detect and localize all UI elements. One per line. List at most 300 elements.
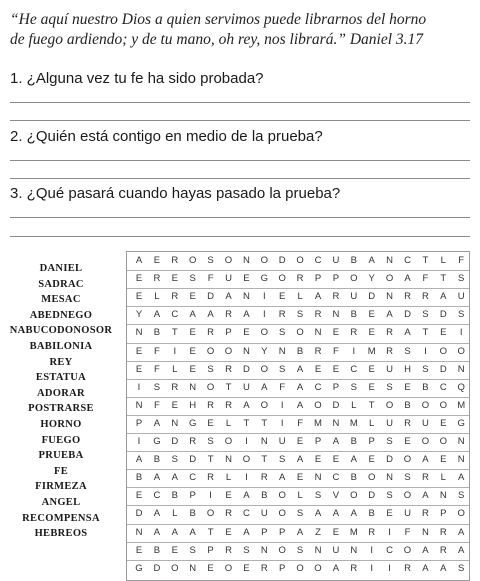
grid-letter: I xyxy=(280,399,284,411)
grid-letter: D xyxy=(332,399,340,411)
grid-letter: O xyxy=(296,562,304,574)
grid-letter: B xyxy=(350,472,357,484)
question-2: 2. ¿Quién está contigo en medio de la prueba? xyxy=(10,128,323,145)
grid-letter: A xyxy=(171,472,178,484)
grid-letter: R xyxy=(332,291,340,303)
grid-letter: A xyxy=(153,526,161,538)
grid-letter: T xyxy=(207,454,214,466)
grid-letter: N xyxy=(225,454,232,466)
grid-letter: U xyxy=(421,417,429,429)
grid-letter: A xyxy=(153,309,161,321)
grid-letter: S xyxy=(207,363,214,375)
grid-letter: P xyxy=(279,562,286,574)
word-list-item: FE xyxy=(53,465,69,477)
grid-letter: O xyxy=(457,345,465,357)
grid-letter: U xyxy=(386,417,394,429)
grid-letter: O xyxy=(242,454,251,466)
grid-letter: U xyxy=(404,508,411,520)
grid-letter: I xyxy=(262,309,266,321)
grid-letter: E xyxy=(243,273,250,285)
word-search-grid xyxy=(126,251,470,581)
grid-letter: E xyxy=(296,436,304,447)
grid-letter: A xyxy=(243,490,250,502)
grid-letter: A xyxy=(314,291,322,303)
grid-letter: I xyxy=(137,381,141,393)
grid-letter: F xyxy=(297,417,303,429)
grid-letter: A xyxy=(440,291,447,303)
grid-letter: E xyxy=(171,273,178,285)
grid-letter: R xyxy=(207,399,215,411)
grid-letter: D xyxy=(386,454,394,466)
grid-letter: R xyxy=(171,291,179,303)
grid-letter: A xyxy=(296,363,304,375)
grid-letter: R xyxy=(404,562,411,574)
grid-letter: M xyxy=(349,417,358,429)
grid-letter: N xyxy=(386,255,394,266)
grid-letter: A xyxy=(296,399,304,411)
grid-letter: P xyxy=(207,544,214,556)
grid-letter: O xyxy=(278,544,286,556)
grid-letter: D xyxy=(171,436,179,447)
grid-letter: R xyxy=(225,399,232,411)
grid-letter: E xyxy=(332,363,340,375)
grid-row-line xyxy=(127,487,469,488)
grid-letter: O xyxy=(224,562,233,574)
grid-letter: O xyxy=(188,255,197,266)
grid-letter: A xyxy=(153,472,161,484)
grid-letter: B xyxy=(422,381,429,393)
word-list-item: ESTATUA xyxy=(35,372,87,384)
grid-letter: B xyxy=(368,508,375,520)
grid-letter: E xyxy=(243,562,250,574)
grid-letter: M xyxy=(367,345,376,357)
grid-letter: A xyxy=(243,309,250,321)
grid-letter: R xyxy=(350,327,358,339)
question-1: 1. ¿Alguna vez tu fe ha sido probada? xyxy=(10,70,264,87)
grid-letter: O xyxy=(296,255,304,266)
grid-letter: N xyxy=(189,562,197,574)
grid-letter: U xyxy=(242,381,250,393)
grid-letter: E xyxy=(189,345,196,357)
grid-letter: A xyxy=(422,454,429,466)
grid-letter: M xyxy=(457,399,466,411)
grid-letter: O xyxy=(403,454,412,466)
grid-letter: A xyxy=(368,255,375,266)
grid-letter: O xyxy=(421,436,430,447)
grid-letter: F xyxy=(207,273,214,285)
grid-letter: I xyxy=(209,490,212,502)
grid-letter: N xyxy=(242,291,250,303)
grid-letter: T xyxy=(261,454,268,466)
grid-letter: N xyxy=(350,544,358,556)
grid-letter: R xyxy=(421,472,429,484)
grid-letter: C xyxy=(404,255,411,266)
grid-letter: S xyxy=(296,544,304,556)
grid-row-line xyxy=(127,397,469,398)
grid-letter: L xyxy=(297,490,303,502)
word-list-item: MESAC xyxy=(41,294,81,306)
grid-letter: V xyxy=(332,490,340,502)
grid-letter: E xyxy=(243,327,250,339)
grid-letter: U xyxy=(457,291,465,303)
grid-letter: A xyxy=(404,327,411,339)
grid-letter: O xyxy=(260,327,268,339)
word-list-item: BABILONIA xyxy=(29,341,93,352)
grid-letter: S xyxy=(207,436,214,447)
grid-letter: R xyxy=(404,291,411,303)
grid-letter: O xyxy=(439,345,447,357)
grid-letter: S xyxy=(386,381,393,393)
word-list-item: PRUEBA xyxy=(38,450,84,462)
grid-letter: I xyxy=(459,327,463,339)
grid-letter: I xyxy=(370,562,373,574)
grid-letter: A xyxy=(296,526,304,538)
grid-letter: A xyxy=(458,472,465,484)
grid-letter: O xyxy=(260,399,268,411)
grid-row-line xyxy=(127,542,469,543)
grid-letter: O xyxy=(367,472,376,484)
grid-letter: E xyxy=(404,381,411,393)
grid-letter: D xyxy=(207,291,215,303)
grid-letter: O xyxy=(350,273,358,285)
grid-letter: S xyxy=(458,309,465,321)
grid-letter: A xyxy=(422,544,429,556)
grid-letter: O xyxy=(224,255,233,266)
grid-letter: O xyxy=(385,399,394,411)
grid-letter: L xyxy=(154,291,160,303)
grid-letter: F xyxy=(153,363,160,375)
grid-letter: P xyxy=(261,526,268,538)
grid-letter: A xyxy=(207,309,214,321)
grid-letter: G xyxy=(188,417,197,429)
answer-line-2b xyxy=(10,178,470,179)
grid-letter: E xyxy=(332,327,340,339)
grid-letter: U xyxy=(278,436,286,447)
grid-letter: E xyxy=(279,291,286,303)
grid-letter: O xyxy=(224,345,233,357)
word-list-item: ADORAR xyxy=(37,387,85,399)
grid-letter: C xyxy=(439,381,447,393)
question-3: 3. ¿Qué pasará cuando hayas pasado la prueba? xyxy=(10,185,341,202)
grid-letter: E xyxy=(440,454,447,466)
grid-letter: O xyxy=(296,327,304,339)
grid-letter: D xyxy=(278,255,286,266)
grid-letter: A xyxy=(404,273,411,285)
grid-letter: R xyxy=(207,472,215,484)
grid-letter: U xyxy=(332,544,340,556)
word-list-item: FUEGO xyxy=(41,434,81,446)
grid-letter: N xyxy=(386,472,394,484)
grid-letter: N xyxy=(278,345,286,357)
grid-letter: E xyxy=(135,363,143,375)
grid-row-line xyxy=(127,288,469,289)
grid-row-line xyxy=(127,361,469,362)
grid-letter: R xyxy=(278,309,286,321)
grid-letter: O xyxy=(171,562,179,574)
grid-letter: D xyxy=(135,508,143,520)
grid-letter: R xyxy=(421,508,429,520)
grid-letter: G xyxy=(260,273,268,285)
grid-letter: N xyxy=(189,381,197,393)
grid-letter: R xyxy=(189,436,197,447)
grid-letter: L xyxy=(172,508,178,520)
grid-letter: A xyxy=(189,309,196,321)
grid-letter: S xyxy=(153,381,161,393)
grid-row-line xyxy=(127,560,469,561)
grid-letter: L xyxy=(440,472,446,484)
grid-letter: R xyxy=(260,562,268,574)
grid-letter: R xyxy=(350,562,358,574)
grid-letter: L xyxy=(297,291,303,303)
grid-letter: E xyxy=(296,472,304,484)
grid-letter: E xyxy=(135,291,143,303)
grid-letter: R xyxy=(296,273,304,285)
grid-row-line xyxy=(127,524,469,525)
grid-letter: E xyxy=(440,417,447,429)
grid-letter: S xyxy=(279,363,286,375)
grid-letter: E xyxy=(368,363,375,375)
grid-letter: D xyxy=(439,309,447,321)
grid-letter: N xyxy=(260,544,268,556)
grid-letter: S xyxy=(189,273,196,285)
grid-letter: A xyxy=(135,255,143,266)
verse-quote xyxy=(10,10,472,50)
grid-letter: E xyxy=(135,273,143,285)
grid-letter: R xyxy=(439,544,447,556)
grid-letter: H xyxy=(404,363,411,375)
grid-row-line xyxy=(127,433,469,434)
grid-letter: Z xyxy=(315,526,321,538)
grid-letter: O xyxy=(350,490,358,502)
grid-letter: B xyxy=(135,472,143,484)
grid-letter: R xyxy=(314,345,322,357)
grid-letter: P xyxy=(225,327,232,339)
grid-letter: A xyxy=(314,508,322,520)
answer-line-1b xyxy=(10,120,470,121)
grid-letter: M xyxy=(349,526,358,538)
grid-letter: O xyxy=(278,273,286,285)
grid-letter: F xyxy=(422,273,429,285)
grid-letter: B xyxy=(153,544,161,556)
grid-letter: P xyxy=(314,273,322,285)
grid-row-line xyxy=(127,505,469,506)
grid-letter: P xyxy=(279,526,286,538)
grid-letter: N xyxy=(314,544,322,556)
grid-letter: I xyxy=(245,472,248,484)
grid-letter: P xyxy=(332,273,340,285)
grid-letter: A xyxy=(332,436,340,447)
grid-letter: D xyxy=(439,363,447,375)
word-list-item: FIRMEZA xyxy=(35,481,87,493)
grid-letter: S xyxy=(386,436,393,447)
grid-letter: S xyxy=(458,273,465,285)
grid-row-line xyxy=(127,270,469,271)
grid-letter: R xyxy=(260,472,268,484)
answer-line-2a xyxy=(10,160,470,161)
grid-letter: N xyxy=(171,417,179,429)
grid-letter: T xyxy=(171,327,178,339)
grid-letter: E xyxy=(135,345,143,357)
grid-row-line xyxy=(127,343,469,344)
grid-letter: O xyxy=(385,273,394,285)
grid-letter: L xyxy=(369,417,375,429)
grid-letter: O xyxy=(278,508,286,520)
grid-letter: A xyxy=(189,526,196,538)
grid-letter: F xyxy=(458,255,465,266)
grid-letter: C xyxy=(171,309,179,321)
grid-letter: F xyxy=(404,526,411,538)
word-list-item: ANGEL xyxy=(41,497,81,508)
grid-letter: N xyxy=(135,526,143,538)
grid-letter: N xyxy=(439,490,447,502)
grid-letter: N xyxy=(457,454,465,466)
word-list-item: REY xyxy=(49,356,73,368)
grid-letter: S xyxy=(314,490,322,502)
grid-letter: R xyxy=(207,327,215,339)
grid-letter: E xyxy=(153,255,161,266)
grid-letter: E xyxy=(207,417,214,429)
grid-letter: A xyxy=(261,381,268,393)
grid-letter: A xyxy=(296,454,304,466)
grid-letter: B xyxy=(296,345,304,357)
word-list-item: POSTRARSE xyxy=(28,403,94,415)
grid-letter: O xyxy=(403,544,412,556)
grid-letter: N xyxy=(457,436,465,447)
verse-line-2: de fuego ardiendo; y de tu mano, oh rey, nos librará.” Daniel 3.17 xyxy=(10,31,424,48)
grid-letter: M xyxy=(314,417,322,429)
grid-letter: S xyxy=(422,309,429,321)
grid-letter: R xyxy=(421,291,429,303)
grid-letter: T xyxy=(243,417,250,429)
grid-letter: A xyxy=(422,490,429,502)
grid-letter: O xyxy=(224,436,233,447)
grid-letter: U xyxy=(350,291,358,303)
grid-letter: O xyxy=(457,508,465,520)
grid-row-line xyxy=(127,451,469,452)
grid-letter: I xyxy=(370,544,373,556)
grid-letter: N xyxy=(242,255,250,266)
grid-letter: T xyxy=(422,255,429,266)
grid-letter: A xyxy=(243,526,250,538)
grid-letter: R xyxy=(439,526,447,538)
grid-letter: A xyxy=(153,417,161,429)
word-list-item: RECOMPENSA xyxy=(22,512,100,524)
grid-letter: B xyxy=(153,327,161,339)
grid-letter: O xyxy=(260,255,268,266)
word-list-item: NABUCODONOSOR xyxy=(9,325,113,337)
grid-letter: O xyxy=(206,508,215,520)
grid-letter: I xyxy=(388,562,391,574)
grid-letter: N xyxy=(421,526,429,538)
grid-letter: B xyxy=(171,490,178,502)
grid-letter: I xyxy=(388,526,391,538)
grid-letter: I xyxy=(262,291,266,303)
grid-letter: O xyxy=(206,381,215,393)
grid-letter: U xyxy=(386,363,394,375)
grid-letter: T xyxy=(261,417,268,429)
grid-letter: I xyxy=(280,417,284,429)
grid-letter: E xyxy=(189,291,196,303)
grid-letter: F xyxy=(153,345,160,357)
grid-letter: R xyxy=(386,327,394,339)
grid-letter: I xyxy=(173,345,177,357)
grid-letter: S xyxy=(350,381,357,393)
grid-letter: E xyxy=(368,454,375,466)
grid-letter: N xyxy=(135,399,143,411)
grid-letter: P xyxy=(332,381,340,393)
grid-letter: P xyxy=(314,436,322,447)
grid-letter: U xyxy=(332,255,340,266)
grid-letter: O xyxy=(439,436,447,447)
grid-letter: S xyxy=(171,454,178,466)
grid-letter: A xyxy=(296,381,304,393)
grid-letter: F xyxy=(153,399,160,411)
grid-letter: C xyxy=(350,363,358,375)
grid-letter: S xyxy=(243,544,250,556)
word-list-item: HEBREOS xyxy=(34,528,88,540)
grid-letter: G xyxy=(153,436,161,447)
grid-letter: E xyxy=(368,309,375,321)
grid-letter: L xyxy=(440,255,446,266)
grid-letter: E xyxy=(135,490,143,502)
grid-letter: A xyxy=(279,472,286,484)
grid-letter: N xyxy=(332,417,340,429)
grid-letter: E xyxy=(404,436,411,447)
grid-letter: E xyxy=(368,381,375,393)
word-list-item: HORNO xyxy=(40,419,82,430)
grid-row-line xyxy=(127,324,469,325)
grid-letter: C xyxy=(153,490,161,502)
grid-letter: D xyxy=(368,291,376,303)
grid-letter: E xyxy=(171,399,178,411)
grid-letter: O xyxy=(314,562,322,574)
grid-letter: R xyxy=(171,381,179,393)
grid-letter: T xyxy=(440,273,447,285)
grid-letter: O xyxy=(314,399,322,411)
grid-letter: L xyxy=(225,417,232,429)
grid-letter: E xyxy=(386,508,393,520)
grid-letter: I xyxy=(245,436,248,447)
grid-letter: C xyxy=(386,544,394,556)
grid-letter: R xyxy=(225,363,232,375)
grid-letter: A xyxy=(171,526,178,538)
grid-letter: E xyxy=(440,327,447,339)
answer-line-1a xyxy=(10,102,470,103)
grid-letter: N xyxy=(135,327,143,339)
grid-letter: S xyxy=(404,472,411,484)
grid-letter: L xyxy=(172,363,178,375)
grid-letter: O xyxy=(206,345,215,357)
grid-letter: B xyxy=(153,454,161,466)
grid-row-line xyxy=(127,469,469,470)
grid-letter: C xyxy=(189,472,197,484)
grid-letter: L xyxy=(225,472,232,484)
word-list-item: SADRAC xyxy=(38,278,84,290)
grid-letter: A xyxy=(458,544,465,556)
grid-letter: R xyxy=(404,417,411,429)
grid-letter: E xyxy=(225,526,232,538)
grid-letter: E xyxy=(135,544,143,556)
answer-line-3a xyxy=(10,217,470,218)
grid-letter: P xyxy=(368,436,375,447)
grid-letter: C xyxy=(314,255,322,266)
grid-letter: Y xyxy=(135,309,143,321)
grid-letter: N xyxy=(314,472,322,484)
grid-letter: E xyxy=(314,454,322,466)
grid-letter: I xyxy=(137,436,141,447)
grid-letter: O xyxy=(403,490,412,502)
grid-letter: E xyxy=(189,363,196,375)
